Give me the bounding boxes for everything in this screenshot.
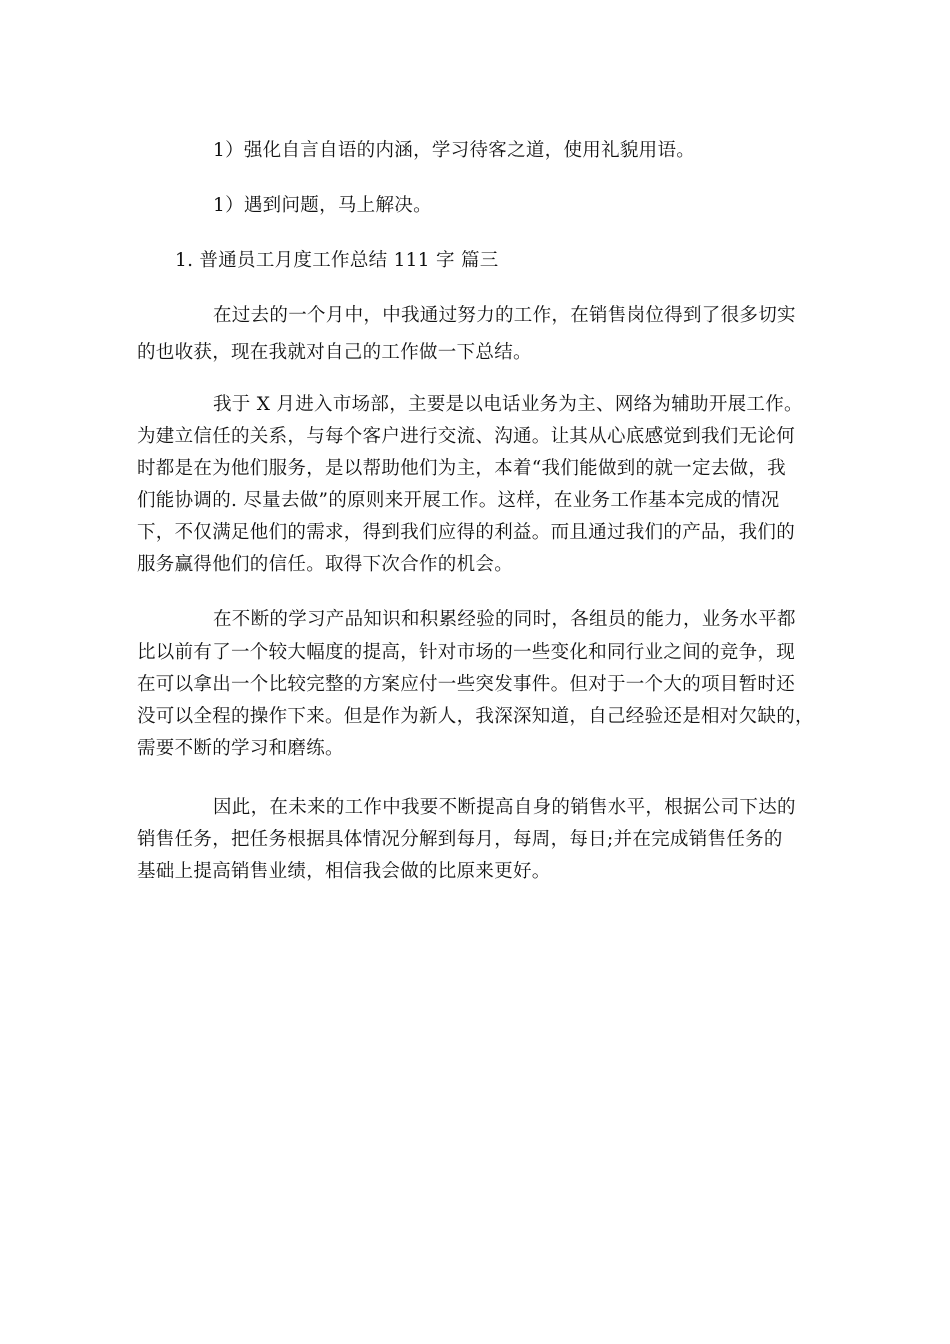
paragraph-line: 的也收获，现在我就对自己的工作做一下总结。 [137, 342, 532, 363]
paragraph-line: 时都是在为他们服务，是以帮助他们为主，本着“我们能做到的就一定去做，我 [137, 458, 786, 479]
paragraph-line: 比以前有了一个较大幅度的提高，针对市场的一些变化和同行业之间的竞争，现 [137, 642, 796, 663]
paragraph-line: 下，不仅满足他们的需求，得到我们应得的利益。而且通过我们的产品，我们的 [137, 522, 796, 543]
paragraph-line: 基础上提高销售业绩，相信我会做的比原来更好。 [137, 861, 551, 882]
paragraph-line: 在可以拿出一个比较完整的方案应付一些突发事件。但对于一个大的项目暂时还 [137, 674, 796, 695]
paragraph-line: 因此，在未来的工作中我要不断提高自身的销售水平，根据公司下达的 [213, 797, 796, 818]
paragraph-line: 为建立信任的关系，与每个客户进行交流、沟通。让其从心底感觉到我们无论何 [137, 426, 796, 447]
paragraph-line: 需要不断的学习和磨练。 [137, 738, 344, 759]
paragraph-line: 销售任务，把任务根据具体情况分解到每月，每周，每日;并在完成销售任务的 [137, 829, 783, 850]
list-item-solve-problems: 1）遇到问题，马上解决。 [213, 195, 432, 216]
paragraph-line: 服务赢得他们的信任。取得下次合作的机会。 [137, 554, 514, 575]
section-heading: 1. 普通员工月度工作总结 111 字 篇三 [175, 250, 499, 271]
paragraph-line: 没可以全程的操作下来。但是作为新人，我深深知道，自己经验还是相对欠缺的， [137, 706, 814, 727]
list-item-politeness: 1）强化自言自语的内涵，学习待客之道，使用礼貌用语。 [213, 140, 696, 161]
paragraph-line: 在不断的学习产品知识和积累经验的同时，各组员的能力，业务水平都 [213, 609, 796, 630]
paragraph-line: 我于 X 月进入市场部，主要是以电话业务为主、网络为辅助开展工作。 [213, 394, 803, 415]
paragraph-line: 在过去的一个月中，中我通过努力的工作，在销售岗位得到了很多切实 [213, 305, 796, 326]
paragraph-line: 们能协调的. 尽量去做”的原则来开展工作。这样，在业务工作基本完成的情况 [137, 490, 780, 511]
